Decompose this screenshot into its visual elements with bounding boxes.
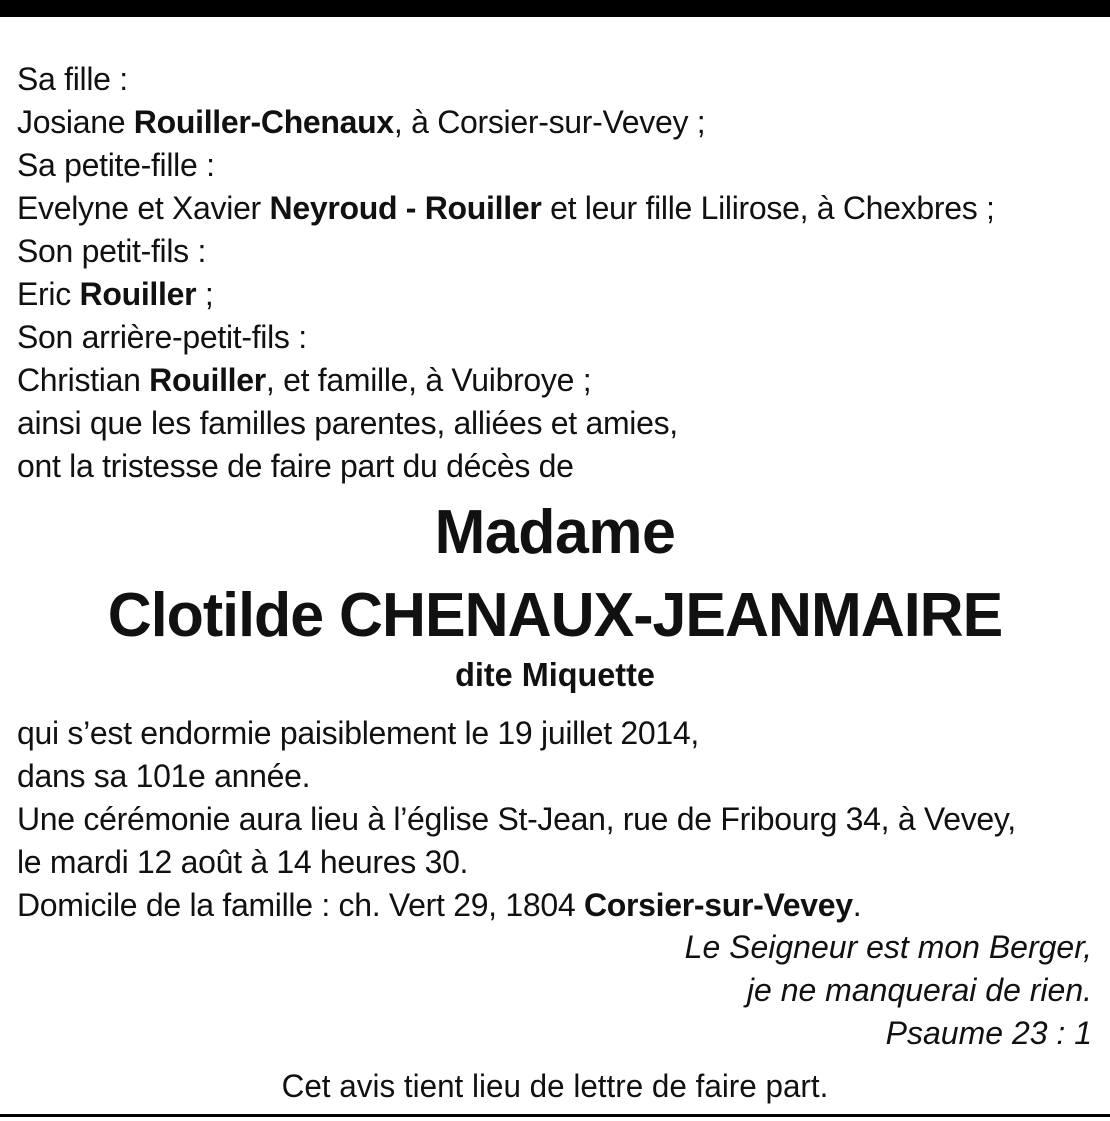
deceased-nickname: dite Miquette <box>455 656 655 693</box>
bible-verse <box>685 926 1092 1055</box>
line-text: Domicile de la famille : ch. Vert 29, 1804 <box>17 887 584 923</box>
deceased-salutation: Madame <box>434 498 676 567</box>
line-text: Sa petite-fille : <box>17 147 215 183</box>
line-text: , à Corsier-sur-Vevey ; <box>393 104 706 140</box>
verse-reference: Psaume 23 : 1 <box>885 1015 1092 1051</box>
line-text: et leur fille Lilirose, à Chexbres ; <box>541 190 995 226</box>
line-text: dans sa 101e année. <box>17 758 311 794</box>
detail-line <box>17 712 1095 755</box>
bottom-border-rule <box>0 1114 1110 1117</box>
family-surname: Rouiller <box>79 276 197 312</box>
line-text: Eric <box>17 276 80 312</box>
line-text: Une cérémonie aura lieu à l’église St-Jean, rue de Fribourg 34, à Vevey, <box>17 801 1016 837</box>
line-text: . <box>852 887 862 923</box>
line-text: Sa fille : <box>17 61 128 97</box>
line-text: qui s’est endormie paisiblement le 19 juillet 2014, <box>17 715 699 751</box>
deceased-name: Clotilde CHENAUX-JEANMAIRE <box>107 581 1003 650</box>
family-line <box>17 445 1095 488</box>
line-text: ainsi que les familles parentes, alliées et amies, <box>17 405 678 441</box>
family-line <box>17 187 1095 230</box>
detail-bold: Corsier-sur-Vevey <box>583 887 853 923</box>
family-surname: Rouiller <box>149 362 266 398</box>
verse-line: Le Seigneur est mon Berger, <box>684 929 1092 965</box>
detail-line <box>17 755 1095 798</box>
family-line <box>17 359 1095 402</box>
line-text: Josiane <box>17 104 134 140</box>
family-line <box>17 58 1095 101</box>
line-text: ont la tristesse de faire part du décès de <box>17 448 574 484</box>
line-text: Christian <box>17 362 150 398</box>
ceremony-details <box>17 712 1095 927</box>
top-border-rule <box>0 0 1110 17</box>
family-line <box>17 273 1095 316</box>
family-line <box>17 144 1095 187</box>
line-text: Son petit-fils : <box>17 233 207 269</box>
verse-line: je ne manquerai de rien. <box>746 972 1092 1008</box>
family-line <box>17 316 1095 359</box>
line-text: , et famille, à Vuibroye ; <box>265 362 592 398</box>
detail-line <box>17 841 1095 884</box>
line-text: ; <box>196 276 214 312</box>
line-text: le mardi 12 août à 14 heures 30. <box>17 844 469 880</box>
family-surname: Rouiller-Chenaux <box>133 104 394 140</box>
closing-note: Cet avis tient lieu de lettre de faire part. <box>281 1068 829 1104</box>
detail-line <box>17 884 1095 927</box>
family-line <box>17 101 1095 144</box>
family-line <box>17 402 1095 445</box>
family-line <box>17 230 1095 273</box>
line-text: Son arrière-petit-fils : <box>17 319 307 355</box>
family-surname: Neyroud - Rouiller <box>269 190 542 226</box>
family-announcement <box>17 58 1095 488</box>
detail-line <box>17 798 1095 841</box>
line-text: Evelyne et Xavier <box>17 190 270 226</box>
